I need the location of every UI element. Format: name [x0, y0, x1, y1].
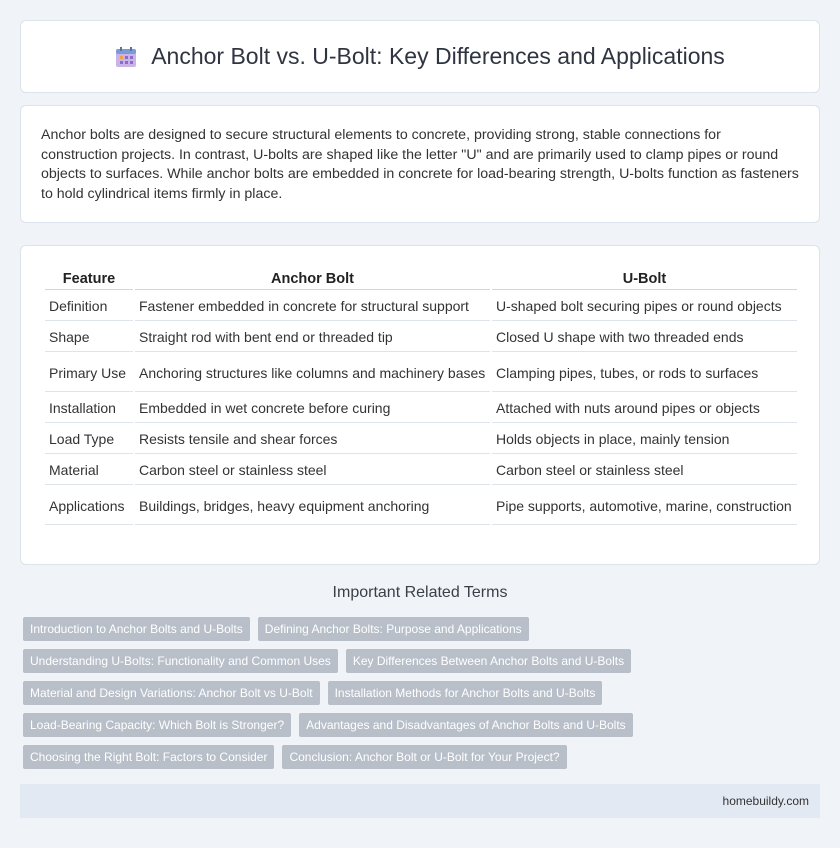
cell-feature: Installation — [45, 394, 133, 423]
table-row — [45, 394, 797, 423]
intro-text: Anchor bolts are designed to secure structural elements to concrete, providing strong, stable connections for construction projects. In contrast, U-bolts are shaped like the letter "U" and are primarily used to clamp pipes or round objects to surfaces. While anchor bolts are embedded in concrete for load-bearing strength, U-bolts function as fasteners to hold cylindrical items firmly in place. — [41, 127, 799, 202]
page-title: Anchor Bolt vs. U-Bolt: Key Differences and Applications — [151, 43, 725, 69]
table-header-row — [45, 268, 797, 290]
cell-anchor-bolt: Resists tensile and shear forces — [135, 425, 490, 454]
table-row — [45, 323, 797, 352]
calendar-icon — [115, 46, 137, 68]
related-term-tag[interactable]: Installation Methods for Anchor Bolts and U-Bolts — [328, 681, 603, 705]
footer-site-link[interactable]: homebuildy.com — [722, 794, 809, 808]
related-term-tag[interactable]: Load-Bearing Capacity: Which Bolt is Stronger? — [23, 713, 291, 737]
cell-feature: Primary Use — [45, 354, 133, 392]
related-terms-title: Important Related Terms — [332, 584, 508, 601]
intro-card — [20, 105, 820, 223]
cell-anchor-bolt: Buildings, bridges, heavy equipment anchoring — [135, 487, 490, 525]
cell-feature: Applications — [45, 487, 133, 525]
cell-anchor-bolt: Fastener embedded in concrete for structural support — [135, 292, 490, 321]
cell-u-bolt: Holds objects in place, mainly tension — [492, 425, 797, 454]
tag-row — [23, 681, 823, 705]
header-anchor-bolt: Anchor Bolt — [135, 268, 490, 290]
header-feature: Feature — [45, 268, 133, 290]
tag-row — [23, 745, 823, 769]
header-u-bolt: U-Bolt — [492, 268, 797, 290]
tag-row — [23, 649, 823, 673]
related-term-tag[interactable]: Defining Anchor Bolts: Purpose and Applications — [258, 617, 529, 641]
cell-feature: Shape — [45, 323, 133, 352]
cell-u-bolt: Clamping pipes, tubes, or rods to surfaces — [492, 354, 797, 392]
cell-anchor-bolt: Anchoring structures like columns and machinery bases — [135, 354, 490, 392]
cell-u-bolt: U-shaped bolt securing pipes or round objects — [492, 292, 797, 321]
related-term-tag[interactable]: Material and Design Variations: Anchor Bolt vs U-Bolt — [23, 681, 320, 705]
cell-feature: Material — [45, 456, 133, 485]
cell-u-bolt: Pipe supports, automotive, marine, construction — [492, 487, 797, 525]
related-term-tag[interactable]: Choosing the Right Bolt: Factors to Consider — [23, 745, 274, 769]
tag-row — [23, 617, 823, 641]
table-row — [45, 456, 797, 485]
tag-row — [23, 713, 823, 737]
cell-u-bolt: Carbon steel or stainless steel — [492, 456, 797, 485]
cell-anchor-bolt: Embedded in wet concrete before curing — [135, 394, 490, 423]
cell-feature: Load Type — [45, 425, 133, 454]
footer — [20, 784, 820, 818]
cell-anchor-bolt: Straight rod with bent end or threaded tip — [135, 323, 490, 352]
cell-anchor-bolt: Carbon steel or stainless steel — [135, 456, 490, 485]
related-term-tag[interactable]: Key Differences Between Anchor Bolts and U-Bolts — [346, 649, 631, 673]
comparison-table-card — [20, 245, 820, 565]
table-row — [45, 292, 797, 321]
table-row — [45, 425, 797, 454]
title-card — [20, 20, 820, 93]
cell-u-bolt: Attached with nuts around pipes or objects — [492, 394, 797, 423]
related-term-tag[interactable]: Introduction to Anchor Bolts and U-Bolts — [23, 617, 250, 641]
related-term-tag[interactable]: Advantages and Disadvantages of Anchor Bolts and U-Bolts — [299, 713, 633, 737]
comparison-table — [43, 266, 799, 527]
cell-feature: Definition — [45, 292, 133, 321]
related-term-tag[interactable]: Conclusion: Anchor Bolt or U-Bolt for Your Project? — [282, 745, 566, 769]
related-term-tag[interactable]: Understanding U-Bolts: Functionality and Common Uses — [23, 649, 338, 673]
table-row — [45, 487, 797, 525]
table-row — [45, 354, 797, 392]
related-terms-list — [23, 617, 823, 777]
cell-u-bolt: Closed U shape with two threaded ends — [492, 323, 797, 352]
